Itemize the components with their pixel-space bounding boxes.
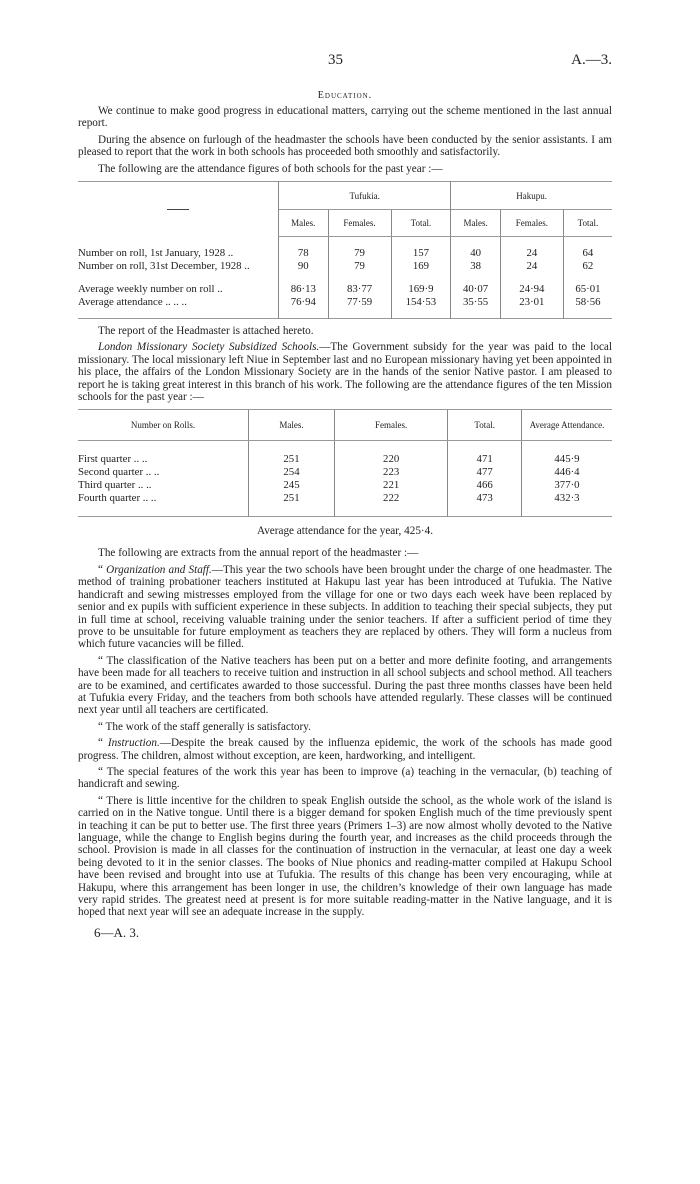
table-cell: 35·55 [451, 296, 501, 309]
leader-dots: .. [227, 246, 234, 259]
column-header: Average Attendance. [522, 410, 613, 441]
table-cell: 78 [279, 247, 329, 260]
table-cell: 62 [563, 260, 612, 273]
paragraph: During the absence on furlough of the headmaster the schools have been conducted by the senior assistants. I am pleased to report that the work in both schools has proceeded both smoothly and satisfactorily. [78, 133, 612, 159]
table-cell: 473 [448, 492, 522, 505]
table-row [78, 247, 612, 260]
table-cell: 222 [335, 492, 448, 505]
paragraph-text: —This year the two schools have been brought under the charge of one headmaster. The method of training probationer teachers instituted at Hakupu last year has been introduced at Tufukia. The Native handicraft and sewing mistresses employed from the village for one or two days each week have been replaced by senior and ex pupils with sufficient experience in these subjects. In addition to teaching their special subjects, they put in full time at school, receiving valuable training under the senior teachers. If after a sufficient period of time they prove to be unsuitable for future employment as teachers they are replaced by others. They will form a nucleus from which future vacancies will be filled. [78, 563, 612, 651]
row-label: Average attendance .. [78, 295, 171, 308]
table-cell: 477 [448, 466, 522, 479]
subheading: Organization and Staff. [106, 563, 212, 576]
paragraph-lms [78, 341, 612, 403]
column-header: Females. [500, 210, 563, 237]
dash-mark [167, 209, 189, 210]
table-cell: 77·59 [328, 296, 391, 309]
row-label: Fourth quarter [78, 491, 141, 504]
table-cell: 40·07 [451, 283, 501, 296]
table-cell: 245 [249, 479, 335, 492]
attendance-table-mission [78, 409, 612, 517]
table-cell: 221 [335, 479, 448, 492]
column-header: Females. [328, 210, 391, 237]
paragraph: The following are extracts from the annual report of the headmaster :— [98, 547, 419, 560]
section-title: Education. [317, 90, 373, 101]
table-row [78, 283, 612, 296]
table-cell: 65·01 [563, 283, 612, 296]
page-footer: 6—A. 3. [94, 924, 140, 940]
row-label: Third quarter [78, 478, 136, 491]
attendance-table-schools [78, 181, 612, 319]
table-cell: 446·4 [522, 466, 613, 479]
table-cell: 223 [335, 466, 448, 479]
table-row [78, 453, 612, 466]
table-cell: 23·01 [500, 296, 563, 309]
group-header-tufukia: Tufukia. [279, 182, 451, 210]
column-header: Males. [279, 210, 329, 237]
table-cell: 445·9 [522, 453, 613, 466]
leader-dots: .. .. [133, 452, 148, 465]
table-cell: 64 [563, 247, 612, 260]
paragraph: “ The classification of the Native teachers has been put on a better and more definite footing, and arrangements have been made for all teachers to receive tuition and instruction in all school subjects and school method. All teachers are to be examined, and certificates awarded to those successful. During the past three months classes have been held at Tufukia every Friday, and the teachers from both schools have attended regularly. These classes will be continued next year until all teachers are certificated. [78, 654, 612, 717]
table-cell: 471 [448, 453, 522, 466]
table-cell: 220 [335, 453, 448, 466]
document-page [78, 52, 612, 941]
column-header: Males. [249, 410, 335, 441]
paragraph: “ The work of the staff generally is satisfactory. [98, 720, 311, 733]
leader-dots: .. .. [173, 295, 187, 308]
table-cell: 169 [391, 260, 451, 273]
paragraph: The report of the Headmaster is attached hereto. [98, 325, 314, 338]
row-label: Second quarter [78, 465, 144, 478]
leader-dots: .. .. [137, 478, 152, 491]
paragraph-instruction: “ Instruction.—Despite the break caused by the influenza epidemic, the work of the schools has made good progress. The children, almost without exception, are keen, hardworking, and intelligent. [78, 737, 613, 762]
paragraph-organization: “ Organization and Staff.—This year the two schools have been brought under the charge of one headmaster. The method of training probationer teachers instituted at Hakupu last year has been introduced at Tufukia. The Native handicraft and sewing mistresses employed from the village for one or two days each week have been replaced by senior and ex pupils with sufficient experience in these subjects. In addition to teaching their special subjects, they put in full time at school, receiving valuable training under the senior teachers. If after a sufficient period of time they prove to be unsuitable for future employment as teachers they are replaced by others. They will form a nucleus from which future vacancies will be filled. [78, 563, 612, 651]
table-cell: 466 [448, 479, 522, 492]
row-label: Number on roll, 1st January, 1928 [78, 246, 226, 259]
subheading: London Missionary Society Subsidized Schools. [98, 341, 320, 354]
table-cell: 157 [391, 247, 451, 260]
table-cell: 154·53 [391, 296, 451, 309]
column-header: Total. [563, 210, 612, 237]
leader-dots: .. [244, 259, 250, 272]
table-row [78, 260, 612, 273]
table-cell: 79 [328, 247, 391, 260]
table-cell: 24·94 [500, 283, 563, 296]
table-header-blank [78, 182, 279, 237]
document-reference: A.—3. [571, 52, 612, 68]
table-cell: 86·13 [279, 283, 329, 296]
leader-dots: .. [217, 282, 223, 295]
leader-dots: .. .. [142, 491, 157, 504]
table-cell: 38 [451, 260, 501, 273]
paragraph: We continue to make good progress in educational matters, carrying out the scheme mentioned in the last annual report. [78, 105, 612, 130]
column-header: Total. [448, 410, 522, 441]
row-label: Number on roll, 31st December, 1928 [78, 259, 242, 272]
average-year-line: Average attendance for the year, 425·4. [256, 525, 434, 538]
table-cell: 377·0 [522, 479, 613, 492]
paragraph-text: —Despite the break caused by the influenza epidemic, the work of the schools has made good progress. The children, almost without exception, are keen, hardworking, and intelligent. [78, 737, 613, 762]
table-row [78, 466, 612, 479]
column-header: Males. [451, 210, 501, 237]
table-cell: 79 [328, 260, 391, 273]
table-cell: 83·77 [328, 283, 391, 296]
table-row [78, 479, 612, 492]
subheading: Instruction. [107, 737, 160, 750]
table-row [78, 296, 612, 309]
table-cell: 254 [249, 466, 335, 479]
table-cell: 251 [249, 453, 335, 466]
table-cell: 90 [279, 260, 329, 273]
table-cell: 76·94 [279, 296, 329, 309]
table-cell: 40 [451, 247, 501, 260]
page-header [78, 52, 612, 76]
paragraph-text: —The Government subsidy for the year was paid to the local missionary. The local missionary left Niue in September last and no European missionary having yet been appointed in his place, the affairs of the London Missionary Society are in the hands of the senior Native pastor. I am pleased to report he is taking great interest in this branch of his work. The following are the attendance figures of the ten Mission schools for the past year :— [78, 341, 612, 404]
group-header-hakupu: Hakupu. [451, 182, 612, 210]
table-cell: 24 [500, 247, 563, 260]
table-cell: 24 [500, 260, 563, 273]
row-label: First quarter [78, 452, 132, 465]
paragraph: The following are the attendance figures of both schools for the past year :— [98, 162, 443, 175]
paragraph: “ The special features of the work this year has been to improve (a) teaching in the vernacular, (b) teaching of handicraft and sewing. [78, 765, 612, 791]
row-label: Average weekly number on roll [78, 282, 215, 295]
table-cell: 58·56 [563, 296, 612, 309]
paragraph: “ There is little incentive for the children to speak English outside the school, as the whole work of the island is carried on in the Native tongue. Until there is a bigger demand for spoken English much of the time previously spent in teaching it can be put to better use. The first three years (Primers 1–3) are now almost wholly devoted to the Native language, while the change to English begins during the fourth year, and increases as the child proceeds through the school. Provision is made in all classes for the continuation of instruction in the vernacular, at least one day a week being devoted to it in the senior classes. The books of Niue phonics and reading-matter compiled at Hakupu School have been revised and brought into use at Tufukia. The results of this change has been very encouraging, while at Hakupu, where this arrangement has been longer in use, the children’s knowledge of their own language has made very rapid strides. The greatest need at present is for more suitable reading-matter in the Native language, and it is hoped that next year will see an adequate increase in the supply. [78, 794, 612, 919]
table-cell: 169·9 [391, 283, 451, 296]
leader-dots: .. .. [145, 465, 160, 478]
column-header: Number on Rolls. [78, 410, 249, 441]
page-number: 35 [328, 52, 343, 68]
table-cell: 251 [249, 492, 335, 505]
table-cell: 432·3 [522, 492, 613, 505]
column-header: Females. [335, 410, 448, 441]
column-header: Total. [391, 210, 451, 237]
table-row [78, 492, 612, 505]
